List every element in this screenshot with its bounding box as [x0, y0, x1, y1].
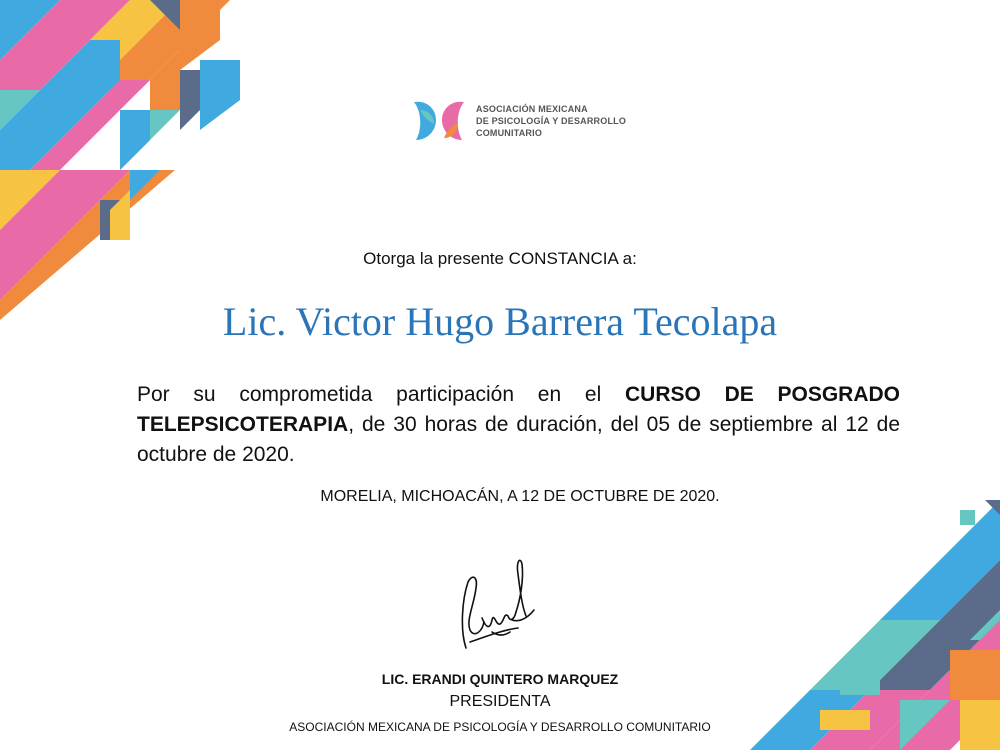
body-details: , de 30 horas de duración, del 05 de septiembre al 12 de octubre de 2020. [137, 413, 900, 466]
logo-text [476, 103, 626, 139]
organization-logo [410, 96, 626, 146]
signer-name: LIC. ERANDI QUINTERO MARQUEZ [381, 671, 619, 687]
logo-line-2: DE PSICOLOGÍA Y DESARROLLO [476, 116, 627, 126]
decorative-corner-bottom-right [730, 500, 1000, 750]
logo-line-3: COMUNITARIO [476, 128, 543, 138]
handwritten-signature [452, 550, 542, 660]
place-and-date: MORELIA, MICHOACÁN, A 12 DE OCTUBRE DE 2020. [320, 488, 720, 505]
intro-line [0, 249, 1000, 269]
course-name: CURSO DE POSGRADO TELEPSICOTERAPIA [137, 383, 900, 436]
signer-organization: ASOCIACIÓN MEXICANA DE PSICOLOGÍA Y DESARROLLO COMUNITARIO [289, 720, 711, 734]
body-intro: Por su comprometida participación en el [137, 383, 625, 406]
intro-prefix: Otorga la presente [363, 249, 509, 268]
recipient-name: Lic. Victor Hugo Barrera Tecolapa [222, 299, 778, 344]
butterfly-logo-icon [410, 96, 468, 146]
signer-title: PRESIDENTA [449, 693, 551, 710]
logo-line-1: ASOCIACIÓN MEXICANA [476, 104, 588, 114]
intro-suffix: a: [617, 249, 637, 268]
certificate-type: CONSTANCIA [508, 249, 618, 268]
decorative-corner-top-left [0, 0, 260, 320]
certificate-body [137, 380, 900, 470]
